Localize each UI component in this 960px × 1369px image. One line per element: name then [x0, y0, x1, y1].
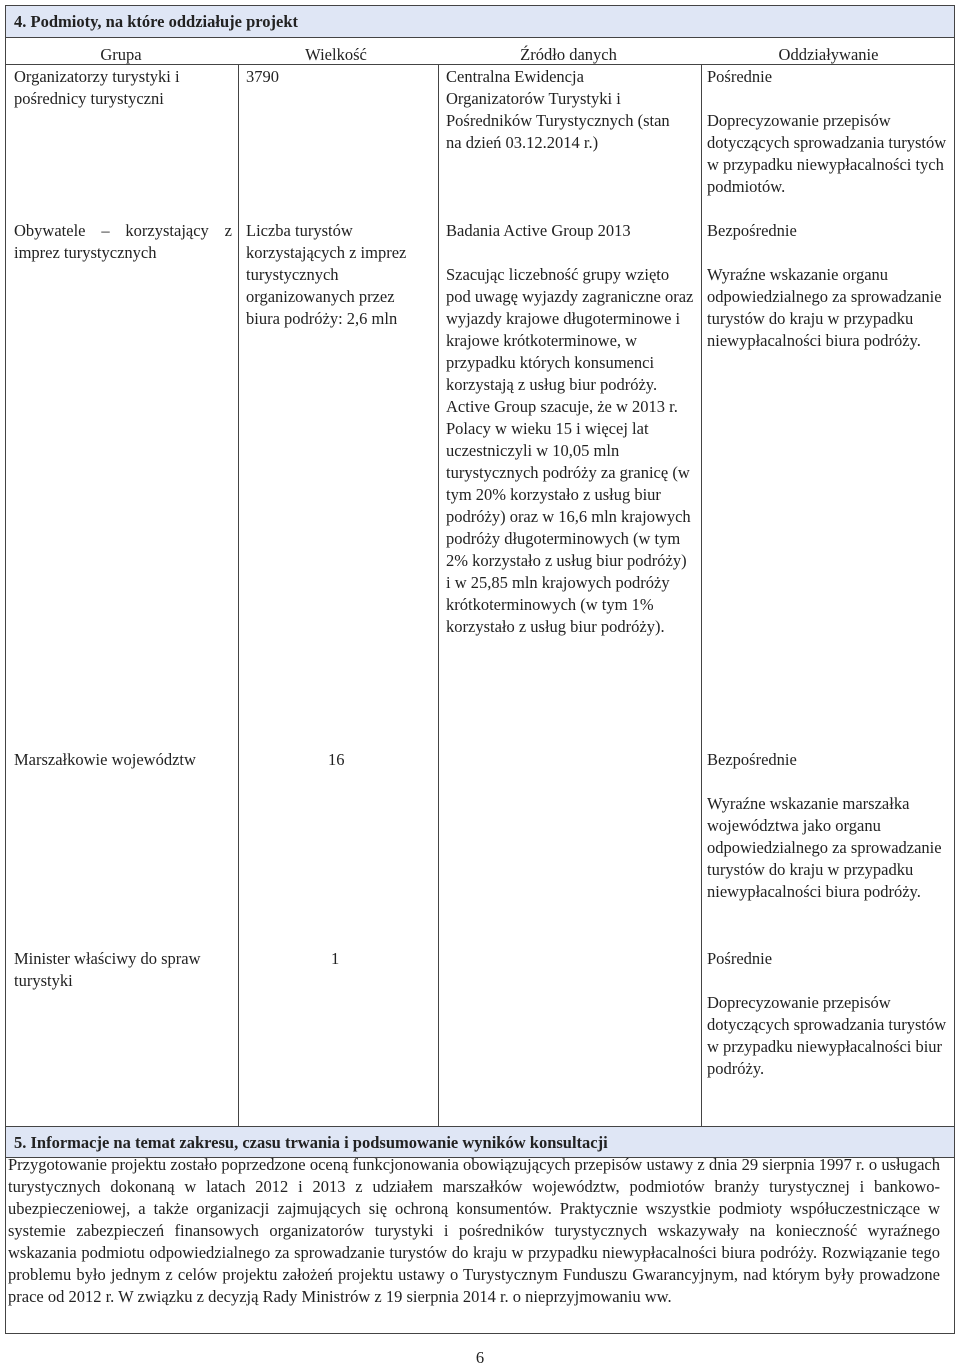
row3-impact: [707, 749, 947, 903]
row3-size: 16: [328, 750, 345, 769]
consultation-summary-paragraph: Przygotowanie projektu zostało poprzedzone oceną funkcjonowania obowiązujących przepisów ustawy z dnia 29 sierpnia 1997 r. o usługach turystycznych dokonaną w latach 2012 i 2013 z udziałem marszałków województw, podmiotów branży turystycznej i bankowo-ubezpieczeniowej, a także organizacji zajmujących się ochroną konsumentów. Praktycznie wszystkie podmioty współuczestniczące w systemie zabezpieczeń finansowych organizatorów turystyki i pośredników turystycznych wskazywały na konieczność wyraźnego wskazania podmiotu odpowiedzialnego za sprowadzanie turystów do kraju w przypadku niewypłacalności biura podróży. Rozwiązanie tego problemu było jednym z celów projektu założeń projektu ustawy o Turystycznym Funduszu Gwarancyjnym, nad którym były prowadzone prace od 2012 r. W związku z decyzją Rady Ministrów z 19 sierpnia 2014 r. o nieprzyjmowaniu ww.: [8, 1155, 940, 1306]
row1-impact-desc: Doprecyzowanie przepisów dotyczących sprowadzania turystów w przypadku niewypłacalności tych podmiotów.: [707, 111, 947, 196]
row4-impact-desc: Doprecyzowanie przepisów dotyczących sprowadzania turystów w przypadku niewypłacalności biur podróży.: [707, 993, 947, 1078]
row2-group: Obywatele – korzystający z imprez turystycznych: [14, 221, 232, 262]
row2-source: [446, 220, 694, 638]
row3-impact-type: Bezpośrednie: [707, 750, 797, 769]
page-number: 6: [475, 1348, 485, 1367]
column-divider-1: [238, 64, 239, 1126]
row4-size: 1: [331, 949, 340, 968]
row3-impact-desc: Wyraźne wskazanie marszałka województwa jako organu odpowiedzialnego za sprowadzanie turystów do kraju w przypadku niewypłacalności biura podróży.: [707, 794, 942, 901]
section-5-header: 5. Informacje na temat zakresu, czasu trwania i podsumowanie wyników konsultacji: [6, 1126, 954, 1158]
column-divider-3: [701, 64, 702, 1126]
section-4-header: 4. Podmioty, na które oddziałuje projekt: [6, 6, 954, 38]
row1-impact-type: Pośrednie: [707, 67, 773, 86]
row4-impact: [707, 948, 947, 1080]
row2-impact-type: Bezpośrednie: [707, 221, 797, 240]
row1-source: Centralna Ewidencja Organizatorów Turystyki i Pośredników Turystycznych (stan na dzień 03.12.2014 r.): [446, 67, 670, 152]
col-header-group: Grupa: [100, 45, 142, 64]
row2-impact-desc: Wyraźne wskazanie organu odpowiedzialnego za sprowadzanie turystów do kraju w przypadku niewypłacalności biura podróży.: [707, 265, 942, 350]
row1-impact: [707, 66, 947, 198]
col-header-source: Źródło danych: [520, 45, 617, 64]
row4-impact-type: Pośrednie: [707, 949, 773, 968]
row2-impact: [707, 220, 947, 352]
col-header-impact: Oddziaływanie: [778, 45, 879, 64]
row2-source-desc: Szacując liczebność grupy wzięto pod uwagę wyjazdy zagraniczne oraz wyjazdy krajowe długoterminowe i krajowe krótkoterminowe, w przypadku których konsumenci korzystają z usług biur podróży. Active Group szacuje, że w 2013 r. Polacy w wieku 15 i więcej lat uczestniczyli w 10,05 mln turystycznych podróży za granicę (w tym 20% korzystało z usług biur podróży) oraz w 16,6 mln krajowych podróży długoterminowych (w tym 2% korzystało z usług biur podróży) i w 25,85 mln krajowych podróży krótkoterminowych (w tym 1% korzystało z usług biur podróży).: [446, 265, 694, 636]
document-frame: [5, 5, 955, 1334]
column-divider-2: [438, 64, 439, 1126]
row1-size: 3790: [246, 67, 279, 86]
row4-group: Minister właściwy do spraw turystyki: [14, 949, 201, 990]
row1-group: Organizatorzy turystyki i pośrednicy turystyczni: [14, 67, 180, 108]
row2-size: Liczba turystów korzystających z imprez turystycznych organizowanych przez biura podróży: 2,6 mln: [246, 221, 407, 328]
row3-group: Marszałkowie województw: [14, 750, 196, 769]
row2-source-title: Badania Active Group 2013: [446, 221, 631, 240]
col-header-size: Wielkość: [305, 45, 367, 64]
